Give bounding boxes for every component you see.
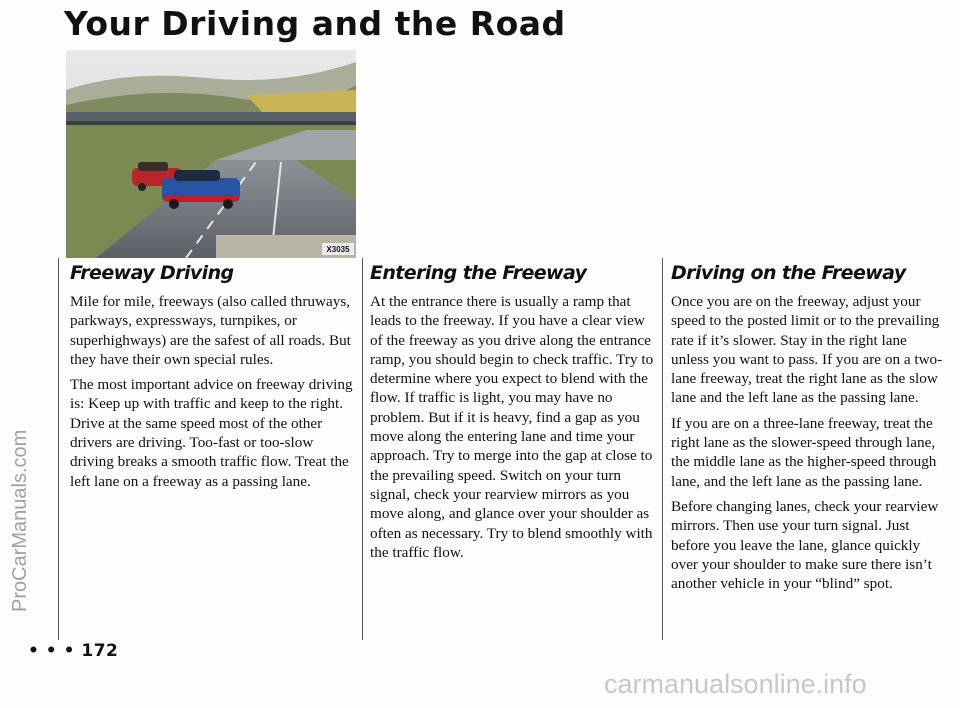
page-number-value: 172 [81, 641, 119, 661]
page-dots: • • • [28, 641, 75, 661]
freeway-photo [66, 50, 356, 258]
column-rule-2 [362, 258, 363, 640]
bottom-watermark [602, 665, 956, 703]
column-rule-1 [58, 258, 59, 640]
paragraph: If you are on a three-lane freeway, treat the right lane as the slower-speed through lane, the middle lane as the higher-speed through lane, and the left lane as the passing lane. [671, 414, 937, 490]
paragraph: Before changing lanes, check your rearview mirrors. Then use your turn signal. Just before you leave the lane, glance quickly over your shoulder to make sure there isn’t another vehicle in your “blind” spot. [671, 497, 939, 593]
paragraph: Once you are on the freeway, adjust your speed to the posted limit or to the prevailing rate if it’s slower. Stay in the right lane unless you want to pass. If you are on a two-lane freeway, treat the right lane as the slow lane and the left lane as the passing lane. [671, 293, 943, 407]
bottom-watermark-text: carmanualsonline.info [604, 669, 867, 699]
column-entering-freeway [370, 260, 656, 568]
column-rule-3 [662, 258, 663, 640]
photo-code-label: X3035 [326, 245, 350, 254]
page-title: Your Driving and the Road [64, 4, 566, 43]
heading-freeway-driving: Freeway Driving [70, 262, 234, 284]
heading-driving-on-freeway: Driving on the Freeway [671, 262, 906, 284]
heading-entering-freeway: Entering the Freeway [370, 262, 587, 284]
paragraph: At the entrance there is usually a ramp that leads to the freeway. If you have a clear view of the freeway as you drive along the entrance ramp, you should begin to check traffic. Try to determine where you expect to blend with the flow. If traffic is light, you may have no problem. But if it is heavy, find a gap as you move along the entering lane and time your approach. Try to merge into the gap at close to the prevailing speed. Switch on your turn signal, check your rearview mirrors as you move along, and glance over your shoulder as often as necessary. Try to blend smoothly with the traffic flow. [370, 293, 654, 561]
paragraph: Mile for mile, freeways (also called thruways, parkways, expressways, turnpikes, or superhighways) are the safest of all roads. But they have their own special rules. [70, 293, 351, 368]
column-driving-on-freeway [671, 260, 943, 599]
side-watermark-text: ProCarManuals.com [9, 429, 31, 612]
page-number [28, 641, 118, 661]
column-freeway-driving [70, 260, 358, 497]
side-watermark [2, 92, 34, 612]
paragraph: The most important advice on freeway driving is: Keep up with traffic and keep to the right. Drive at the same speed most of the other drivers are driving. Too-fast or too-slow driving breaks a smooth traffic flow. Treat the left lane on a freeway as a passing lane. [70, 376, 353, 490]
